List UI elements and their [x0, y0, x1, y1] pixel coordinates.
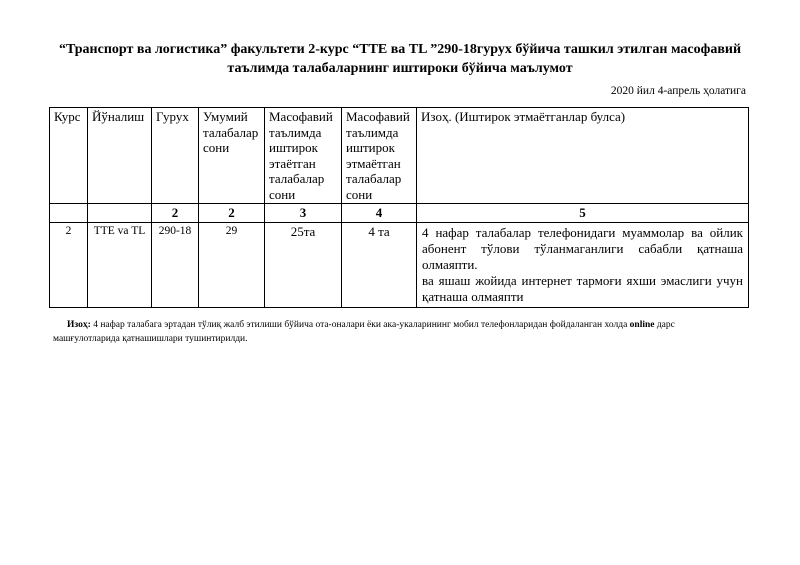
note-line-1: 4 нафар талабалар телефонидаги муаммолар ва ойлик абонент тўлови тўланмаганлиги сабабли қатнаша олмаяпти.: [422, 224, 743, 272]
column-number: [50, 204, 88, 223]
note-line-2: ва яшаш жойида интернет тармоғи яхши эмаслиги учун қатнаша олмаяпти: [422, 272, 743, 304]
attendance-table: [49, 107, 749, 308]
header-note: Изоҳ. (Иштирок этмаётганлар булса): [417, 108, 749, 204]
cell-not-participating: 4 та: [342, 222, 417, 307]
column-number: 3: [265, 204, 342, 223]
cell-group: 290-18: [152, 222, 199, 307]
cell-total: 29: [199, 222, 265, 307]
footnote-label: Изоҳ:: [67, 320, 91, 330]
cell-note: [417, 222, 749, 307]
report-date: 2020 йил 4-апрель ҳолатига: [610, 85, 746, 97]
table-header-row: [50, 108, 749, 204]
column-number-row: [50, 204, 749, 223]
footnote-text-after: дарс машғулотларида қатнашишлари тушинтирилди.: [53, 320, 675, 344]
document-title: [40, 40, 760, 78]
footnote-online: online: [629, 320, 655, 330]
header-not-participating: Масофавий таълимда иштирок этмаётган талабалар сони: [342, 108, 417, 204]
column-number: 2: [152, 204, 199, 223]
header-participating: Масофавий таълимда иштирок этаётган талабалар сони: [265, 108, 342, 204]
cell-participating: 25та: [265, 222, 342, 307]
column-number: [88, 204, 152, 223]
title-line-2: таълимда талабаларнинг иштироки бўйича маълумот: [227, 61, 573, 76]
footnote-text-before: 4 нафар талабага эртадан тўлиқ жалб этилиши бўйича ота-оналари ёки ака-укаларининг мобил телефонларидан фойдаланган холда: [90, 320, 630, 330]
header-total-students: Умумий талабалар сони: [199, 108, 265, 204]
header-direction: Йўналиш: [88, 108, 152, 204]
cell-direction: TTE va TL: [88, 222, 152, 307]
header-course: Курс: [50, 108, 88, 204]
title-line-1: “Транспорт ва логистика” факультети 2-курс “ТТЕ ва TL ”290-18гурух бўйича ташкил этилган масофавий: [58, 42, 742, 57]
column-number: 2: [199, 204, 265, 223]
column-number: 4: [342, 204, 417, 223]
header-group: Гурух: [152, 108, 199, 204]
table-row: [50, 222, 749, 307]
column-number: 5: [417, 204, 749, 223]
cell-course: 2: [50, 222, 88, 307]
footnote: [53, 318, 713, 346]
